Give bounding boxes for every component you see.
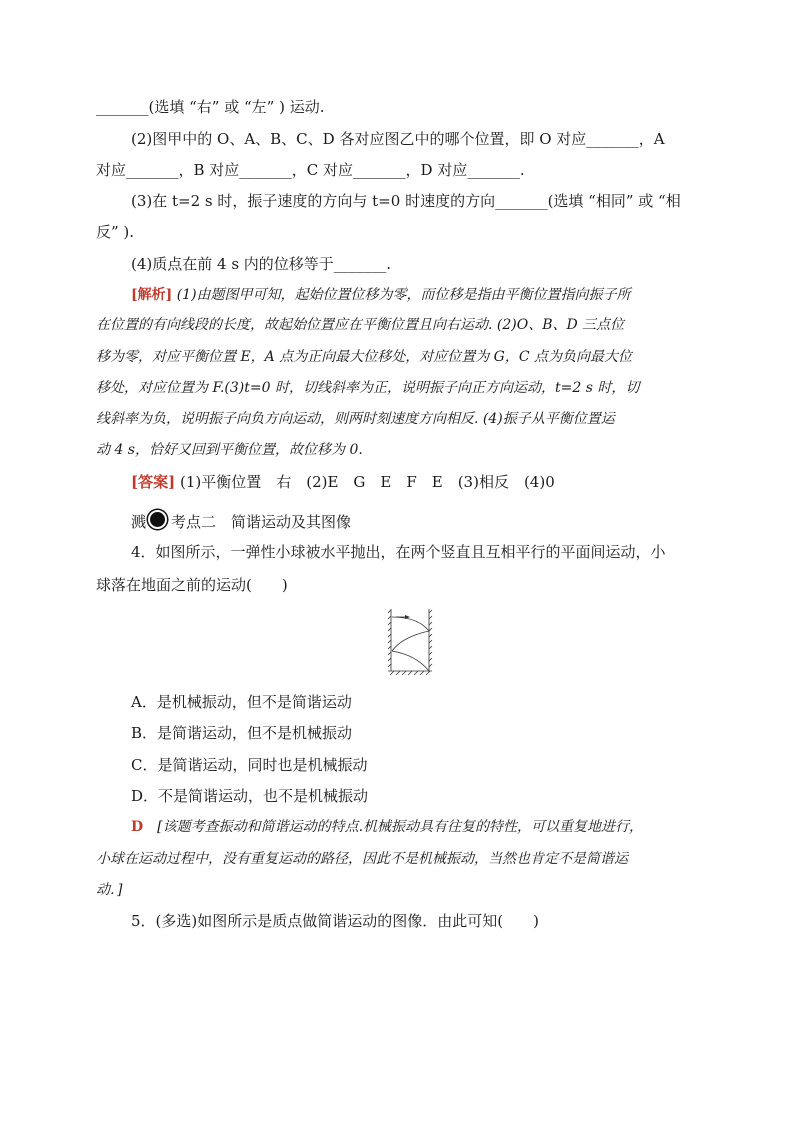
analysis-line-2: 在位置的有向线段的长度，故起始位置应在平衡位置且向右运动. (2)O、B、D 三点位 [96,317,625,333]
q4-answer-letter: D [131,819,144,835]
section-badge-icon [148,510,167,529]
q4-stem-2: 球落在地面之前的运动( ) [96,576,288,594]
analysis-text-1: (1)由题图甲可知，起始位置位移为零，而位移是指由平衡位置指向振子所 [172,287,631,303]
answer-line [131,472,555,492]
q4-option-c: C．是简谐运动，同时也是机械振动 [131,756,368,774]
q4-explanation-text-1: [该题考查振动和简谐运动的特点.机械振动具有往复的特性，可以重复地进行， [143,819,644,835]
analysis-tag: [解析] [131,287,173,303]
analysis-line-3: 移为零，对应平衡位置 E，A 点为正向最大位移处，对应位置为 G，C 点为负向最大位 [96,349,633,365]
answer-text: (1)平衡位置 右 (2)E G E F E (3)相反 (4)0 [175,473,555,491]
q4-option-a: A．是机械振动，但不是简谐运动 [131,693,352,711]
answer-tag: [答案] [131,473,176,491]
q4-option-d: D．不是简谐运动，也不是机械振动 [131,787,369,805]
q4-explanation-3: 动．] [96,882,123,898]
q4-explanation-2: 小球在运动过程中，没有重复运动的路径，因此不是机械振动，当然也肯定不是简谐运 [96,851,628,867]
question-part-2: (2)图甲中的 O、A、B、C、D 各对应图乙中的哪个位置，即 O 对应_______，A [131,130,665,148]
analysis-line-5: 线斜率为负，说明振子向负方向运动，则两时刻速度方向相反. (4)振子从平衡位置运 [96,411,615,427]
analysis-line-1 [131,285,631,305]
question-part-3-cont: 反” ). [96,223,135,241]
section-title: 考点二 简谐运动及其图像 [171,513,352,531]
q4-stem-1: 4．如图所示，一弹性小球被水平抛出，在两个竖直且互相平行的平面间运动，小 [131,543,666,561]
fill-blank-line-1: _______(选填 “右” 或 “左” ) 运动. [96,98,325,116]
question-part-4: (4)质点在前 4 s 内的位移等于_______. [131,255,392,273]
question-part-3: (3)在 t=2 s 时，振子速度的方向与 t=0 时速度的方向_______(选填 “相同” 或 “相 [131,192,681,210]
q4-explanation-1 [131,817,643,837]
question-part-2-cont: 对应_______，B 对应_______，C 对应_______，D 对应_______. [96,161,525,179]
analysis-line-6: 动 4 s，恰好又回到平衡位置，故位移为 0. [96,442,363,458]
section-prefix: 溅 [131,513,147,531]
section-heading [131,510,351,532]
analysis-line-4: 移处，对应位置为 F.(3)t=0 时，切线斜率为正，说明振子向正方向运动，t=2 s 时，切 [96,380,640,396]
q5-stem: 5．(多选)如图所示是质点做简谐运动的图像．由此可知( ) [131,912,539,930]
q4-option-b: B．是简谐运动，但不是机械振动 [131,724,353,742]
ball-between-walls-figure [388,607,434,679]
